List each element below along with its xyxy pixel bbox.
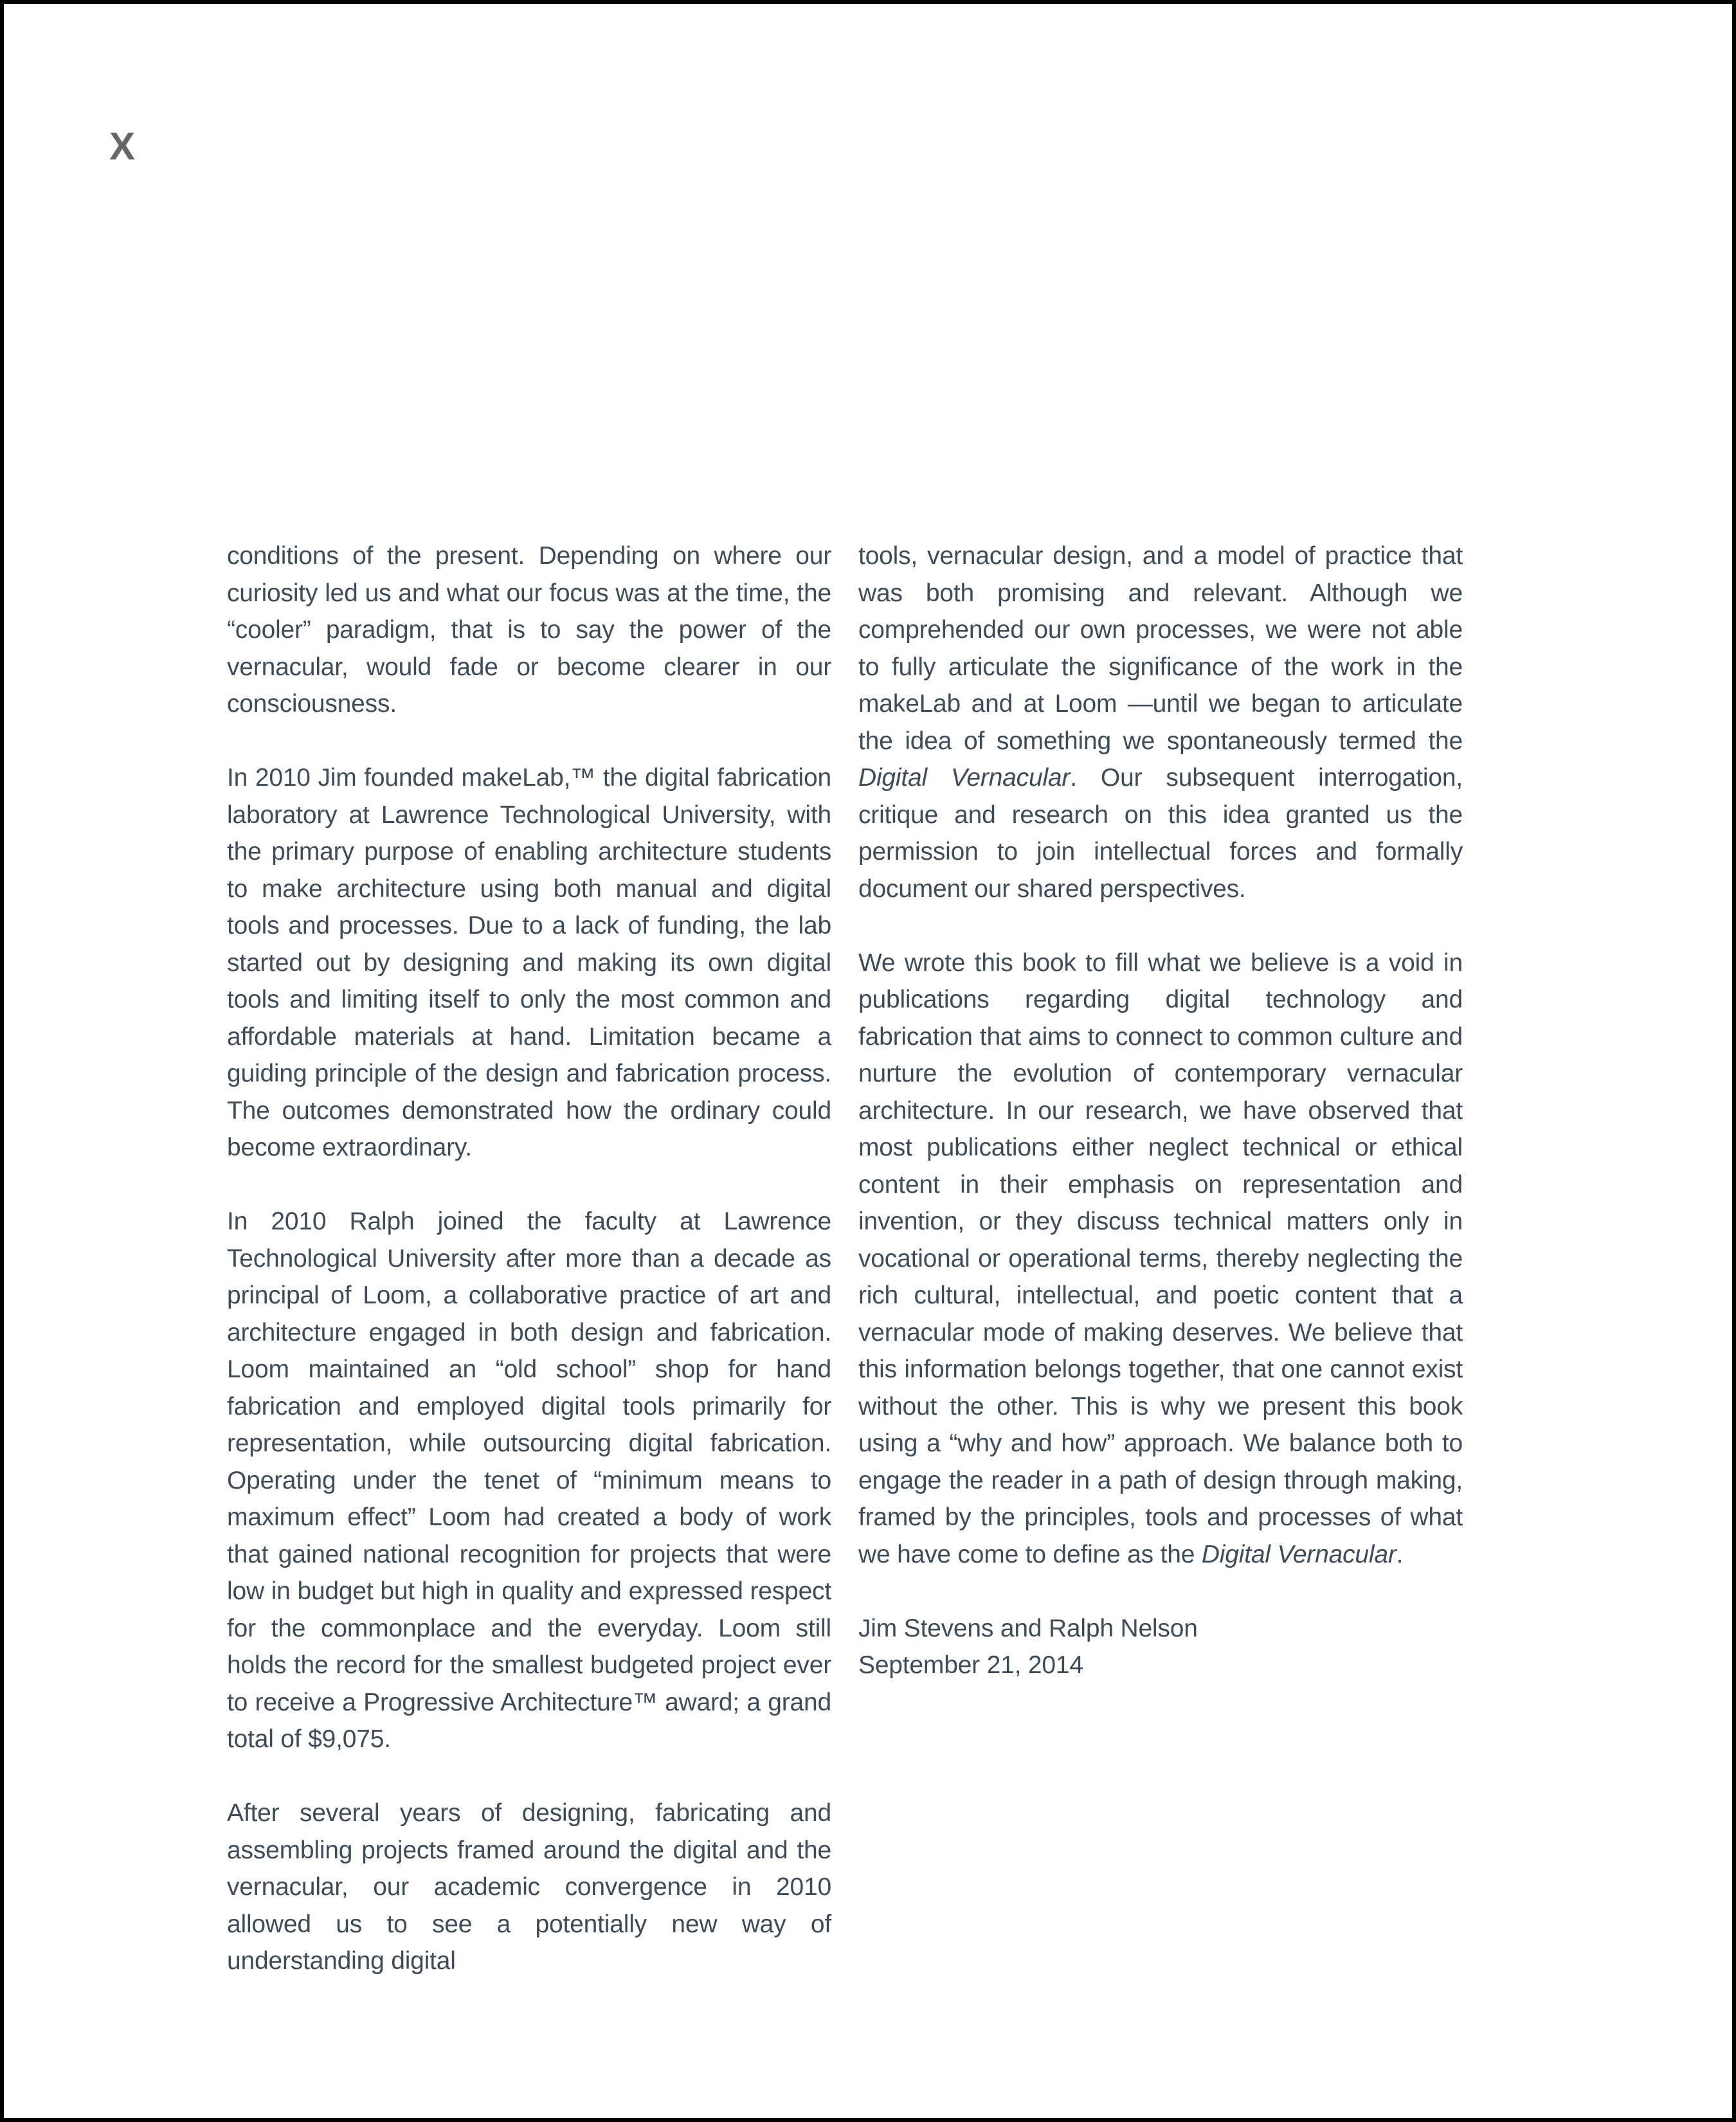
paragraph: In 2010 Ralph joined the faculty at Lawrence Technological University after more than a decade as principal of Loom, a collaborative practice of art and architecture engaged in both design and fabrication. Loom maintained an “old school” shop for hand fabrication and employed digital tools primarily for representation, while outsourcing digital fabrication. Operating under the tenet of “minimum means to maximum effect” Loom had created a body of work that gained national recognition for projects that were low in budget but high in quality and expressed respect for the commonplace and the everyday. Loom still holds the record for the smallest budgeted project ever to receive a Progressive Architecture™ award; a grand total of $9,075. [227, 1208, 831, 1753]
page-number: X [109, 125, 136, 168]
right-column [858, 538, 1463, 1980]
paragraph: After several years of designing, fabricating and assembling projects framed around the digital and the vernacular, our academic convergence in 2010 allowed us to see a potentially new way of understanding digital [227, 1799, 831, 1975]
signature-date: September 21, 2014 [858, 1651, 1083, 1679]
left-column [227, 538, 831, 1980]
paragraph: tools, vernacular design, and a model of practice that was both promising and relevant. Although we comprehended our own processes, we were not able to fully articulate the significance of the work in the makeLab and at Loom —until we began to articulate the idea of something we spontaneously termed the Digital Vernacular. Our subsequent interrogation, critique and research on this idea granted us the permission to join intellectual forces and formally document our shared perspectives. [858, 542, 1463, 903]
paragraph: In 2010 Jim founded makeLab,™ the digital fabrication laboratory at Lawrence Technological University, with the primary purpose of enabling architecture students to make architecture using both manual and digital tools and processes. Due to a lack of funding, the lab started out by designing and making its own digital tools and limiting itself to only the most common and affordable materials at hand. Limitation became a guiding principle of the design and fabrication process. The outcomes demonstrated how the ordinary could become extraordinary. [227, 764, 831, 1161]
text-columns [227, 538, 1463, 1980]
paragraph: conditions of the present. Depending on where our curiosity led us and what our focus was at the time, the “cooler” paradigm, that is to say the power of the vernacular, would fade or become clearer in our consciousness. [227, 542, 831, 718]
signature-authors: Jim Stevens and Ralph Nelson [858, 1614, 1198, 1642]
signature-block [858, 1610, 1463, 1684]
paragraph: We wrote this book to fill what we believe is a void in publications regarding digital technology and fabrication that aims to connect to common culture and nurture the evolution of contemporary vernacular architecture. In our research, we have observed that most publications either neglect technical or ethical content in their emphasis on representation and invention, or they discuss technical matters only in vocational or operational terms, thereby neglecting the rich cultural, intellectual, and poetic content that a vernacular mode of making deserves. We believe that this information belongs together, that one cannot exist without the other. This is why we present this book using a “why and how” approach. We balance both to engage the reader in a path of design through making, framed by the principles, tools and processes of what we have come to define as the Digital Vernacular. [858, 948, 1463, 1568]
